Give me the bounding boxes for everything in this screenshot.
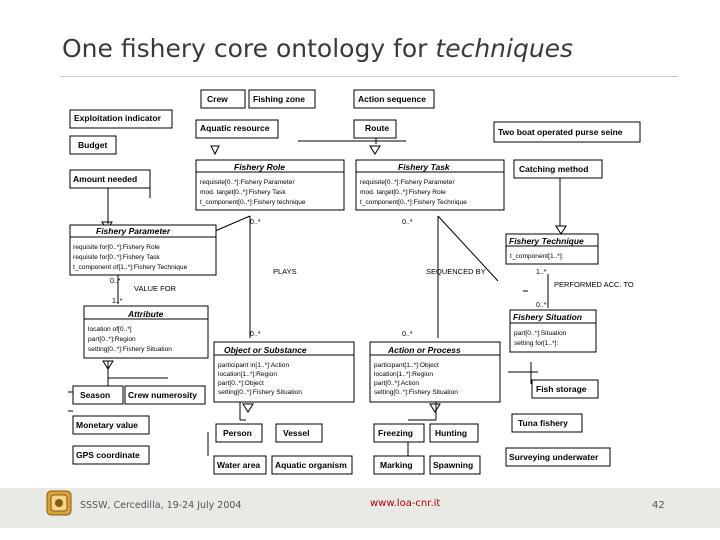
attribute-multiplicity: 1..*: [112, 298, 123, 305]
action-multiplicity: 0..*: [402, 331, 413, 338]
tuna-fishery-label: Tuna fishery: [518, 418, 568, 428]
gps-coordinate-label: GPS coordinate: [76, 450, 140, 460]
water-area-label: Water area: [217, 460, 261, 470]
fishery-task-attr-3: t_component[0..*]:Fishery Technique: [360, 199, 467, 206]
fishery-role-attr-2: mod. target[0..*]:Fishery Task: [200, 189, 286, 196]
catching-method-label: Catching method: [519, 164, 589, 174]
fishery-task-title: Fishery Task: [398, 162, 450, 172]
fishery-situation-attr-1: part[0..*]:Situation: [514, 330, 567, 337]
budget-label: Budget: [78, 140, 108, 150]
action-attr-1: participant[1..*]:Object: [374, 362, 439, 369]
value-for-label: VALUE FOR: [134, 284, 176, 293]
action-or-process-title: Action or Process: [388, 345, 461, 355]
person-label: Person: [223, 428, 252, 438]
action-sequence-label: Action sequence: [358, 94, 427, 104]
action-attr-4: setting[0..*]:Fishery Situation: [374, 389, 458, 396]
attribute-attr-2: part[0..*]:Region: [88, 336, 136, 343]
fishery-situation-attr-2: setting for[1..*]:: [514, 340, 559, 347]
sequenced-by-label: SEQUENCED BY: [426, 267, 486, 276]
crew-numerosity-label: Crew numerosity: [128, 390, 197, 400]
attribute-attr-3: setting[0..*]:Fishery Situation: [88, 346, 172, 353]
spawning-label: Spawning: [433, 460, 474, 470]
freezing-label: Freezing: [378, 428, 413, 438]
monetary-value-label: Monetary value: [76, 420, 138, 430]
task-multiplicity: 0..*: [402, 219, 413, 226]
loa-logo-icon: [46, 490, 72, 516]
attribute-title: Attribute: [128, 309, 164, 319]
fishery-parameter-title: Fishery Parameter: [96, 226, 171, 236]
fishery-task-attr-1: requisite[0..*]:Fishery Parameter: [360, 179, 455, 186]
role-multiplicity: 0..*: [250, 219, 261, 226]
performed-acc-to-label: PERFORMED ACC. TO: [554, 280, 634, 289]
fishery-parameter-attr-3: t_component of[1..*]:Fishery Technique: [73, 264, 188, 271]
fishery-technique-title: Fishery Technique: [509, 236, 584, 246]
fishery-parameter-attr-2: requisite for[0..*]:Fishery Task: [73, 254, 160, 261]
object-or-substance-title: Object or Substance: [224, 345, 307, 355]
aquatic-resource-label: Aquatic resource: [200, 123, 270, 133]
action-attr-3: part[0..*]:Action: [374, 380, 420, 387]
footer-url-link[interactable]: www.loa-cnr.it: [370, 498, 441, 509]
fishery-situation-title: Fishery Situation: [513, 312, 582, 322]
object-attr-4: setting[0..*]:Fishery Situation: [218, 389, 302, 396]
marking-label: Marking: [380, 460, 413, 470]
amount-needed-label: Amount needed: [73, 174, 138, 184]
fishery-role-title: Fishery Role: [234, 162, 286, 172]
exploitation-indicator-label: Exploitation indicator: [74, 113, 161, 123]
slide-number: 42: [652, 500, 665, 511]
object-attr-1: participant in[1..*]:Action: [218, 362, 290, 369]
season-label: Season: [80, 390, 111, 400]
route-label: Route: [365, 123, 390, 133]
aquatic-organism-label: Aquatic organism: [275, 460, 347, 470]
attribute-attr-1: location of[0..*]: [88, 326, 132, 333]
technique-multiplicity: 1..*: [536, 269, 547, 276]
object-attr-3: part[0..*]:Object: [218, 380, 264, 387]
fishery-task-attr-2: mod. target[0..*]:Fishery Role: [360, 189, 446, 196]
slide-title-italic: techniques: [435, 34, 574, 63]
plays-label: PLAYS: [273, 267, 297, 276]
action-attr-2: location[1..*]:Region: [374, 371, 434, 378]
slide-title: [62, 34, 573, 63]
crew-label: Crew: [207, 94, 228, 104]
fishery-role-attr-3: t_component[0..*]:Fishery technique: [200, 199, 306, 206]
situation-multiplicity: 0..*: [536, 302, 547, 309]
hunting-label: Hunting: [435, 428, 468, 438]
two-boat-purse-seine-label: Two boat operated purse seine: [498, 127, 623, 137]
object-attr-2: location[1..*]:Region: [218, 371, 278, 378]
ontology-diagram: [68, 86, 660, 482]
title-rule: [60, 76, 678, 77]
fish-storage-label: Fish storage: [536, 384, 587, 394]
fishery-technique-attr-1: t_component[1..*]:: [510, 253, 564, 260]
surveying-underwater-label: Surveying underwater: [509, 452, 599, 462]
footer-conference: SSSW, Cercedilla, 19-24 July 2004: [80, 500, 242, 511]
slide-title-text: One fishery core ontology for: [62, 34, 436, 63]
fishery-role-attr-1: requisite[0..*]:Fishery Parameter: [200, 179, 295, 186]
ontology-diagram-svg: [68, 86, 660, 482]
object-multiplicity: 0..*: [250, 331, 261, 338]
vessel-label: Vessel: [283, 428, 310, 438]
parameter-multiplicity: 0..*: [110, 278, 121, 285]
fishery-parameter-attr-1: requisite for[0..*]:Fishery Role: [73, 244, 160, 251]
fishing-zone-label: Fishing zone: [253, 94, 305, 104]
